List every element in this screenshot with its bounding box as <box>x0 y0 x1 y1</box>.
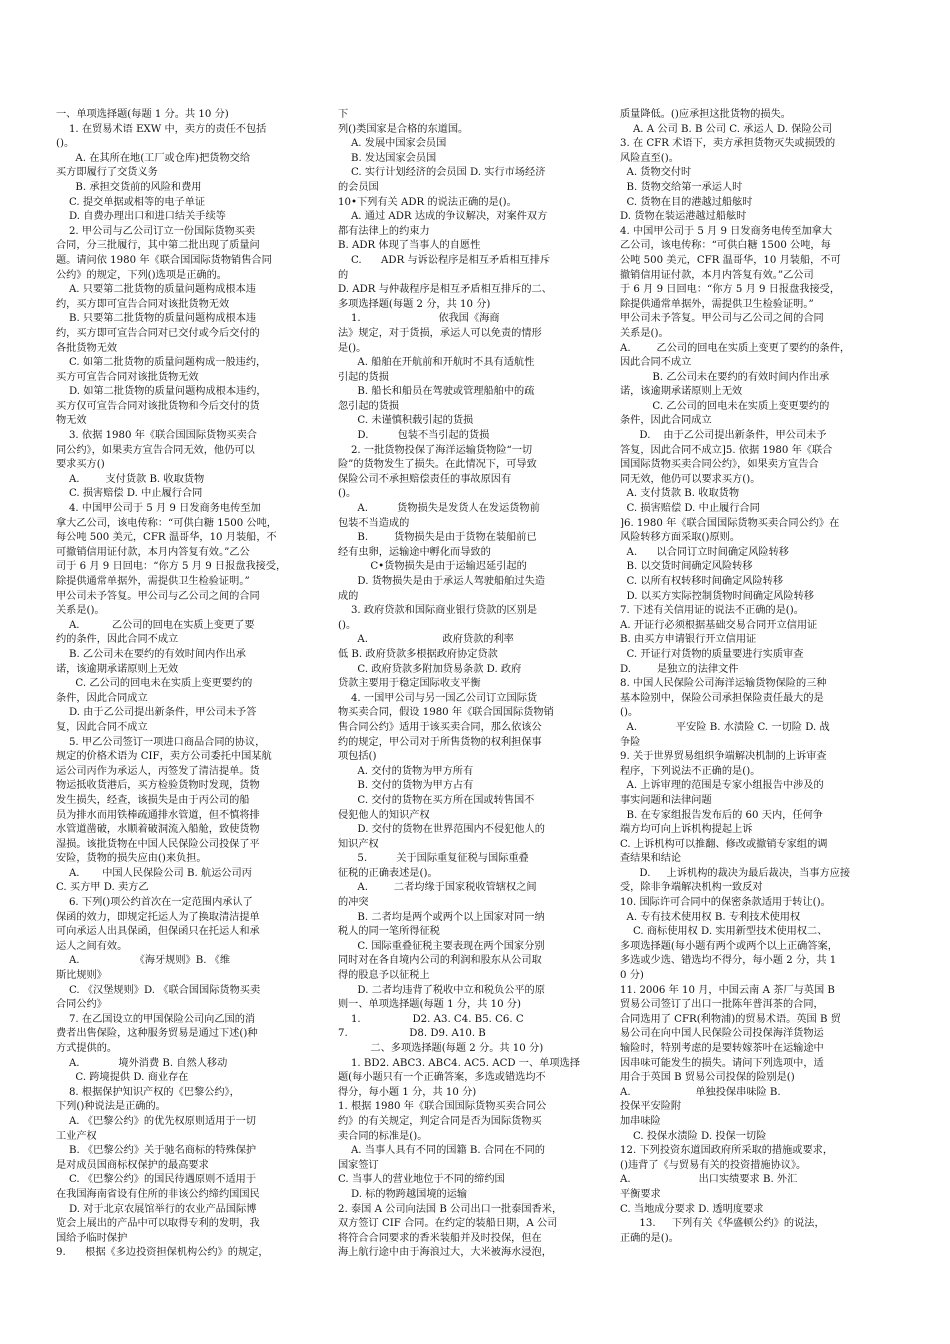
text-line: B. 发达国家会员国 <box>338 152 437 164</box>
text-line: 买方可宣告合同对该批货物无效 <box>56 371 199 383</box>
text-line: 5. 甲乙公司签订一项进口商品合同的协议， <box>56 736 266 748</box>
text-line: 2. 甲公司与乙公司订立一份国际货物买卖 <box>56 225 256 237</box>
text-line: C. 商标使用权 D. 实用新型技术使用权二、 <box>620 926 828 938</box>
text-line: 法》规定，对于货损，承运人可以免责的情形 <box>338 327 542 339</box>
text-line: 可撤销信用证付款，本月内答复有效。”乙公 <box>56 546 250 558</box>
text-line: 合同选用了 CFR(利物浦)的贸易术语。英国 B 贸 <box>620 1013 841 1025</box>
text-line: D. 以买方实际控制货物时间确定风险转移 <box>620 590 814 602</box>
text-line: A. 通过 ADR 达成的争议解决，对案件双方 <box>338 211 548 223</box>
text-line: A. 上诉审理的范围是专家小组报告中涉及的 <box>620 780 824 792</box>
text-line: 同时对在各自境内公司的利润和股东从公司取 <box>338 955 542 967</box>
text-line: C. 《汉堡规则》D. 《联合国国际货物买卖 <box>56 984 261 996</box>
text-line: 拿大乙公司，该电传称：“可供白糖 1500 公吨， <box>56 517 277 529</box>
text-line: 多选或少选、错选均不得分，每小题 2 分，共 1 <box>620 955 837 967</box>
text-line: 保险公司不承担赔偿责任的事故原因有 <box>338 473 512 485</box>
text-line: 保函的效力，即规定托运人为了换取清洁提单 <box>56 911 260 923</box>
text-line: 斯比规则》 <box>56 970 107 982</box>
text-line: D. 二者均违背了税收中立和税负公平的原 <box>338 984 545 996</box>
text-line: 7. 下述有关信用证的说法不正确的是()。 <box>620 605 804 617</box>
text-line: C. 货物在目的港越过船舷时 <box>620 196 753 208</box>
text-line: 7. D8. D9. A10. B <box>338 1028 486 1040</box>
text-line: 则一、单项选择题(每题 1 分，共 10 分) <box>338 999 521 1011</box>
text-line: 包装不当造成的 <box>338 517 410 529</box>
text-line: 平衡要求 <box>620 1188 661 1200</box>
text-line: 同无效，他仍可以要求买方()。 <box>620 473 761 485</box>
text-line: 受，除非争端解决机构一致反对 <box>620 882 763 894</box>
text-line: A. 货物交付时 <box>620 167 692 179</box>
text-line: 甲公司未予答复。甲公司与乙公司之间的合同 <box>620 313 824 325</box>
text-line: D. 包装不当引起的货损 <box>338 430 490 442</box>
text-line: A. 二者均缘于国家税收管辖权之间 <box>338 882 537 894</box>
text-line: 因此合同不成立 <box>620 357 692 369</box>
text-line: 安险，货物的损失应由()来负担。 <box>56 853 207 865</box>
text-line: C. 投保水渍险 D. 投保一切险 <box>620 1130 767 1142</box>
text-line: 售合同公约》适用于该买卖合同，那么依该公 <box>338 721 542 733</box>
text-line: 忽引起的货损 <box>338 400 400 412</box>
text-line: A. 出口实绩要求 B. 外汇 <box>620 1174 798 1186</box>
text-line: B. 只要第二批货物的质量问题构成根本违 <box>56 313 257 325</box>
text-line: 征税的正确表述是()。 <box>338 867 438 879</box>
text-line: ()。 <box>338 488 357 500</box>
text-line: 员为排水而用铁棒疏通排水管道，但不慎将排 <box>56 809 260 821</box>
text-line: B. 以交货时间确定风险转移 <box>620 561 753 573</box>
text-line: C. 损害赔偿 D. 中止履行合同 <box>56 488 203 500</box>
text-line: 诺，该逾期承诺原则上无效 <box>620 386 743 398</box>
text-line: D. 上诉机构的裁决为最后裁决，当事方应接 <box>620 867 851 879</box>
text-line: 争险 <box>620 736 641 748</box>
text-line: 用合于英国 B 贸易公司投保的险别是() <box>620 1072 795 1084</box>
text-line: 查结果和结论 <box>620 853 682 865</box>
text-line: A. 平安险 B. 水渍险 C. 一切险 D. 战 <box>620 721 830 733</box>
text-line: 国给予临时保护 <box>56 1232 128 1244</box>
text-line: 题(每小题只有一个正确答案，多选或错选均不 <box>338 1072 546 1084</box>
text-line: 侵犯他人的知识产权 <box>338 809 430 821</box>
text-line: 海上航行途中由于海浪过大，大米被海水浸泡， <box>338 1247 552 1259</box>
text-line: 湿损。该批货物在中国人民保险公司投保了平 <box>56 838 260 850</box>
text-line: C. 当事人的营业地位于不同的缔约国 <box>338 1174 505 1186</box>
text-line: D. 如第二批货物的质量问题构成根本违约， <box>56 386 267 398</box>
text-line: 二、多项选择题(每题 2 分。共 10 分) <box>338 1043 544 1054</box>
text-line: A. 政府贷款的利率 <box>338 634 514 646</box>
text-line: 程序，下列说法不正确的是()。 <box>620 765 761 777</box>
text-line: B. 由买方申请银行开立信用证 <box>620 634 757 646</box>
text-line: 除提供通常单据外，需提供卫生检验证明。” <box>620 298 814 310</box>
text-line: 买方仅可宣告合同对该批货物和今后交付的货 <box>56 400 260 412</box>
text-line: C. 实行计划经济的会员国 D. 实行市场经济 <box>338 167 546 179</box>
text-line: 1. 依我国《海商 <box>338 313 500 325</box>
text-line: 税人的同一笔所得征税 <box>338 926 440 938</box>
text-line: A. 乙公司的回电在实质上变更了要 <box>56 619 255 631</box>
text-line: C. 上诉机构可以推翻、修改或撤销专家组的调 <box>620 838 828 850</box>
text-line: 是对成员国商标权保护的最高要求 <box>56 1159 209 1171</box>
text-line: 费者出售保险，这种服务贸易是通过下述()种 <box>56 1028 258 1040</box>
text-line: A. 境外消费 B. 自然人移动 <box>56 1057 228 1069</box>
text-line: 6. 下列()项公约首次在一定范围内承认了 <box>56 897 253 909</box>
text-line: 输险时，特别考虑的是要转嫁茶叶在运输途中 <box>620 1043 824 1054</box>
text-line: 1. D2. A3. C4. B5. C6. C <box>338 1013 524 1025</box>
text-line: C. 开证行对货物的质量要进行实质审查 <box>620 648 804 660</box>
text-line: 项包括() <box>338 751 377 763</box>
text-line: 关系是()。 <box>620 327 669 339</box>
text-line: 诺，该逾期承诺原则上无效 <box>56 663 179 675</box>
text-line: 4. 中国甲公司于 5 月 9 日发商务电传至加 <box>56 503 261 515</box>
text-line: C. 当地成分要求 D. 透明度要求 <box>620 1203 764 1215</box>
text-line: 端方均可向上诉机构提起上诉 <box>620 824 753 836</box>
text-line: 8. 根据保护知识产权的《巴黎公约》， <box>56 1086 240 1098</box>
text-line: 7. 在乙国设立的甲国保险公司向乙国的消 <box>56 1013 256 1025</box>
text-line: D. 对于北京农展馆举行的农业产品国际博 <box>56 1203 257 1215</box>
text-line: C. 损害赔偿 D. 中止履行合同 <box>620 503 760 515</box>
text-line: 于 6 月 9 日回电：“你方 5 月 9 日报盘我接受， <box>620 284 841 296</box>
text-line: ()。 <box>56 138 75 150</box>
document-page <box>56 108 888 1323</box>
text-line: ()。 <box>620 707 639 719</box>
text-line: 9. 根据《多边投资担保机构公约》的规定， <box>56 1247 269 1259</box>
text-line: 约》的有关规定，判定合同是否为国际货物买 <box>338 1115 542 1127</box>
text-line: 加串味险 <box>620 1115 661 1127</box>
text-line: 要求买方() <box>56 459 105 471</box>
text-line: 3. 政府贷款和国际商业银行贷款的区别是 <box>338 605 538 617</box>
text-line: 在我国海南省设有住所的非该公约缔约国国民 <box>56 1188 260 1200</box>
text-line: 公约》的规定，下列()选项是正确的。 <box>56 269 227 281</box>
text-line: 的会员国 <box>338 181 379 193</box>
text-line: A. 货物损失是发货人在发运货物前 <box>338 503 540 515</box>
text-line: 2. 泰国 A 公司向法国 B 公司出口一批泰国香米， <box>338 1203 563 1215</box>
text-line: C. 如第二批货物的质量问题构成一般违约， <box>56 357 267 369</box>
text-line: 都有法律上的约束力 <box>338 225 430 237</box>
text-line: 13. 下列有关《华盛顿公约》的说法， <box>620 1218 825 1230</box>
text-line: ()违背了《与贸易有关的投资措施协议》。 <box>620 1159 807 1171</box>
text-line: 1. 在贸易术语 EXW 中，卖方的责任不包括 <box>56 123 267 135</box>
text-line: 物买卖合同，假设 1980 年《联合国国际货物销 <box>338 707 554 719</box>
text-line: ()。 <box>338 619 357 631</box>
text-line: 方式提供的。 <box>56 1043 118 1054</box>
text-line: 约的条件，因此合同不成立 <box>56 634 179 646</box>
text-line: 复，因此合同不成立 <box>56 721 148 733</box>
text-line: D. 由于乙公司提出新条件，甲公司未予 <box>620 430 827 442</box>
text-line: 3. 依据 1980 年《联合国国际货物买卖合 <box>56 430 257 442</box>
text-line: D. 是独立的法律文件 <box>620 663 739 675</box>
text-line: C•货物损失是由于运输迟延引起的 <box>338 561 527 573</box>
text-line: 正确的是()。 <box>620 1232 679 1244</box>
text-line: 每公吨 500 美元，CFR 温哥华，10 月装船，不 <box>56 532 277 544</box>
text-line: A. 《海牙规则》B. 《维 <box>56 955 231 967</box>
text-line: 12. 下列投资东道国政府所采取的措施或要求， <box>620 1145 834 1157</box>
text-line: B. 二者均是两个或两个以上国家对同一纳 <box>338 911 545 923</box>
text-line: 工业产权 <box>56 1130 97 1142</box>
text-line: C. 未谨慎积载引起的货损 <box>338 415 474 427</box>
text-line: B. 乙公司未在要约的有效时间内作出承 <box>56 648 246 660</box>
text-line: C. 国际重叠征税主要表现在两个国家分别 <box>338 940 545 952</box>
text-line: A. 中国人民保险公司 B. 航运公司丙 <box>56 867 252 879</box>
text-line: 投保平安险附 <box>620 1101 682 1113</box>
text-line: 2. 一批货物投保了海洋运输货物险“一切 <box>338 444 533 456</box>
text-line: D. 货物在装运港越过船舷时 <box>620 211 747 223</box>
text-line: 列()类国家是合格的东道国。 <box>338 123 469 135</box>
text-line: 物运抵收货港后，买方检验货物时发现，货物 <box>56 780 260 792</box>
text-line: 贷款主要用于稳定国际收支平衡 <box>338 678 481 690</box>
text-line: 物无效 <box>56 415 87 427</box>
text-line: 5. 关于国际重复征税与国际重叠 <box>338 853 529 865</box>
text-line: 基本险别中，保险公司承担保险责任最大的是 <box>620 692 824 704</box>
text-line: 得分，每小题 1 分，共 10 分) <box>338 1086 477 1098</box>
text-line: D. ADR 与仲裁程序是相互矛盾相互排斥的二、 <box>338 284 552 296</box>
text-line: A. A 公司 B. B 公司 C. 承运人 D. 保险公司 <box>620 123 833 135</box>
text-line: ]6. 1980 年《联合国国际货物买卖合同公约》在 <box>620 517 840 529</box>
text-line: B. ADR 体现了当事人的自愿性 <box>338 240 481 252</box>
text-line: 同公约》，如果卖方宣告合同无效，他仍可以 <box>56 444 255 456</box>
text-line: 4. 一国甲公司与另一国乙公司订立国际货 <box>338 692 538 704</box>
text-line: A. 《巴黎公约》的优先权原则适用于一切 <box>56 1115 256 1127</box>
text-line: A. 当事人具有不同的国籍 B. 合同在不同的 <box>338 1145 545 1157</box>
text-line: 下 <box>338 109 349 120</box>
text-line: B. 在专家组报告发布后的 60 天内，任何争 <box>620 809 823 821</box>
text-line: 公吨 500 美元，CFR 温哥华，10 月装船，不可 <box>620 254 841 266</box>
text-line: 质量降低。()应承担这批货物的损失。 <box>620 109 791 120</box>
text-line: 多项选择题(每题 2 分，共 10 分) <box>338 298 491 310</box>
text-line: 甲公司未予答复。甲公司与乙公司之间的合同 <box>56 590 260 602</box>
text-line: A. 在其所在地(工厂或仓库)把货物交给 <box>56 152 251 164</box>
text-line: 约的规定，甲公司对于所售货物的权利担保事 <box>338 736 542 748</box>
text-line: 题。请问依 1980 年《联合国国际货物销售合同 <box>56 254 272 266</box>
text-line: 1. BD2. ABC3. ABC4. AC5. ACD 一、单项选择 <box>338 1057 580 1069</box>
text-line: 司于 6 月 9 日回电：“你方 5 月 9 日报盘我接受， <box>56 561 287 573</box>
text-line: 国家签订 <box>338 1159 379 1171</box>
text-line: 双方签订 CIF 合同。在约定的装船日期，A 公司 <box>338 1218 558 1230</box>
text-line: 国国际货物买卖合同公约》，如果卖方宣告合 <box>620 459 819 471</box>
text-column-middle <box>338 108 606 1323</box>
text-line: B. 承担交货前的风险和费用 <box>56 181 202 193</box>
text-line: 风险转移方面采取()原则。 <box>620 532 741 544</box>
text-line: 风险直至()。 <box>620 152 679 164</box>
text-line: C. 乙公司的回电未在实质上变更要约的 <box>56 678 253 690</box>
text-line: A. 支付货款 B. 收取货物 <box>56 473 205 485</box>
text-line: 发生损失，经查，该损失是由于丙公司的船 <box>56 794 250 806</box>
text-line: 运公司丙作为承运人，丙签发了清洁提单。货 <box>56 765 260 777</box>
text-line: 因串味可能发生的损失。请问下列选项中，适 <box>620 1057 824 1069</box>
text-line: B. 乙公司未在要约的有效时间内作出承 <box>620 371 830 383</box>
text-line: 各批货物无效 <box>56 342 118 354</box>
text-line: 成的 <box>338 590 359 602</box>
text-line: 的 <box>338 269 349 281</box>
text-line: 10•下列有关 ADR 的说法正确的是()。 <box>338 196 517 208</box>
text-line: 运人之间有效。 <box>56 940 128 952</box>
text-line: 3. 在 CFR 术语下，卖方承担货物灭失或损毁的 <box>620 138 836 150</box>
text-line: 条件，因此合同成立 <box>620 415 712 427</box>
text-line: 9. 关于世界贸易组织争端解决机制的上诉审查 <box>620 751 827 763</box>
text-line: C. 以所有权转移时间确定风险转移 <box>620 576 784 587</box>
text-line: A. 以合同订立时间确定风险转移 <box>620 546 789 558</box>
text-line: 10. 国际许可合同中的保密条款适用于转让()。 <box>620 897 831 909</box>
text-line: 合同，分三批履行，其中第二批出现了质量问 <box>56 240 260 252</box>
text-line: A. 交付的货物为甲方所有 <box>338 765 474 777</box>
text-line: B. 货物交给第一承运人时 <box>620 181 743 193</box>
text-line: 览会上展出的产品中可以取得专利的发明，我 <box>56 1218 260 1230</box>
text-line: 4. 中国甲公司于 5 月 9 日发商务电传至加拿大 <box>620 225 833 237</box>
text-line: 答复，因此合同不成立]5. 依据 1980 年《联合 <box>620 444 833 456</box>
text-line: D. 交付的货物在世界范围内不侵犯他人的 <box>338 824 545 836</box>
text-line: 乙公司，该电传称：“可供白糖 1500 公吨，每 <box>620 240 831 252</box>
text-line: 多项选择题(每小题有两个或两个以上正确答案， <box>620 940 838 952</box>
text-line: 知识产权 <box>338 838 379 850</box>
text-line: 关系是()。 <box>56 605 105 617</box>
text-line: 除提供通常单据外，需提供卫生检验证明。” <box>56 576 250 587</box>
text-line: A. 只要第二批货物的质量问题构成根本违 <box>56 284 256 296</box>
text-line: 合同公约》 <box>56 999 107 1011</box>
text-line: C. 乙公司的回电未在实质上变更要约的 <box>620 400 830 412</box>
text-line: C. 交付的货物在买方所在国或转售国不 <box>338 794 535 806</box>
text-line: 是()。 <box>338 342 367 354</box>
text-line: 经有虫卵，运输途中孵化而导致的 <box>338 546 491 558</box>
text-line: A. 乙公司的回电在实质上变更了要约的条件， <box>620 342 851 354</box>
text-line: D. 货物损失是由于承运人驾驶船舶过失造 <box>338 576 545 587</box>
text-line: 撤销信用证付款，本月内答复有效。”乙公司 <box>620 269 814 281</box>
text-line: 得的股息予以征税上 <box>338 970 430 982</box>
text-line: 1. 根据 1980 年《联合国国际货物买卖合同公 <box>338 1101 547 1113</box>
text-line: B. 船长和船员在驾驶或管理船舶中的疏 <box>338 386 535 398</box>
text-line: 易公司在向中国人民保险公司投保海洋货物运 <box>620 1028 824 1040</box>
text-line: 条件，因此合同成立 <box>56 692 148 704</box>
text-line: 贸易公司签订了出口一批陈年普洱茶的合同， <box>620 999 824 1011</box>
text-line: 低 B. 政府贷款多根据政府协定贷款 <box>338 648 498 660</box>
text-line: C. 政府贷款多附加贷易条款 D. 政府 <box>338 663 522 675</box>
text-line: A. 支付货款 B. 收取货物 <box>620 488 740 500</box>
text-line: 险”的货物发生了损失。在此情况下，可导致 <box>338 459 537 471</box>
text-line: A. 开证行必须根据基础交易合同开立信用证 <box>620 619 818 631</box>
text-line: D. 自费办理出口和进口结关手续等 <box>56 211 226 223</box>
text-line: 买方即履行了交货义务 <box>56 167 158 179</box>
text-line: 事实问题和法律问题 <box>620 794 712 806</box>
text-line: A. 船舶在开航前和开航时不具有适航性 <box>338 357 535 369</box>
text-line: B. 交付的货物为甲方占有 <box>338 780 474 792</box>
text-line: B. 《巴黎公约》关于驰名商标的特殊保护 <box>56 1145 257 1157</box>
text-line: C. ADR 与诉讼程序是相互矛盾相互排斥 <box>338 254 551 266</box>
text-line: D. 标的物跨越国境的运输 <box>338 1188 468 1200</box>
text-line: C. 《巴黎公约》的国民待遇原则不适用于 <box>56 1174 257 1186</box>
text-line: 规定的价格术语为 CIF，卖方公司委托中国某航 <box>56 751 272 763</box>
text-line: A. 发展中国家会员国 <box>338 138 447 150</box>
text-line: C. 提交单据或相等的电子单证 <box>56 196 206 208</box>
text-line: A. 单独投保串味险 B. <box>620 1086 781 1098</box>
text-line: 的冲突 <box>338 897 369 909</box>
text-line: 一、单项选择题(每题 1 分。共 10 分) <box>56 109 229 120</box>
text-line: B. 货物损失是由于货物在装船前已 <box>338 532 537 544</box>
text-line: D. 由于乙公司提出新条件，甲公司未予答 <box>56 707 257 719</box>
text-line: 0 分) <box>620 970 644 982</box>
text-line: 11. 2006 年 10 月，中国云南 A 茶厂与英国 B <box>620 984 835 996</box>
text-line: 引起的货损 <box>338 371 389 383</box>
text-column-right <box>620 108 888 1323</box>
text-line: 下列()种说法是正确的。 <box>56 1101 166 1113</box>
text-line: 约，买方即可宣告合同对该批货物无效 <box>56 298 230 310</box>
text-line: 将符合合同要求的香米装船并及时投保，但在 <box>338 1232 542 1244</box>
text-line: 水管道凿破，水顺着破洞流入船舱，致使货物 <box>56 824 260 836</box>
text-column-left <box>56 108 324 1323</box>
text-line: C. 买方甲 D. 卖方乙 <box>56 882 149 894</box>
text-line: C. 跨境提供 D. 商业存在 <box>56 1072 189 1084</box>
text-line: 可向承运人出具保函，但保函只在托运人和承 <box>56 926 260 938</box>
text-line: 8. 中国人民保险公司海洋运输货物保险的三种 <box>620 678 827 690</box>
text-line: 约，买方即可宣告合同对已交付或今后交付的 <box>56 327 260 339</box>
text-line: A. 专有技术使用权 B. 专利技术使用权 <box>620 911 801 923</box>
text-line: 卖合同的标准是()。 <box>338 1130 428 1142</box>
